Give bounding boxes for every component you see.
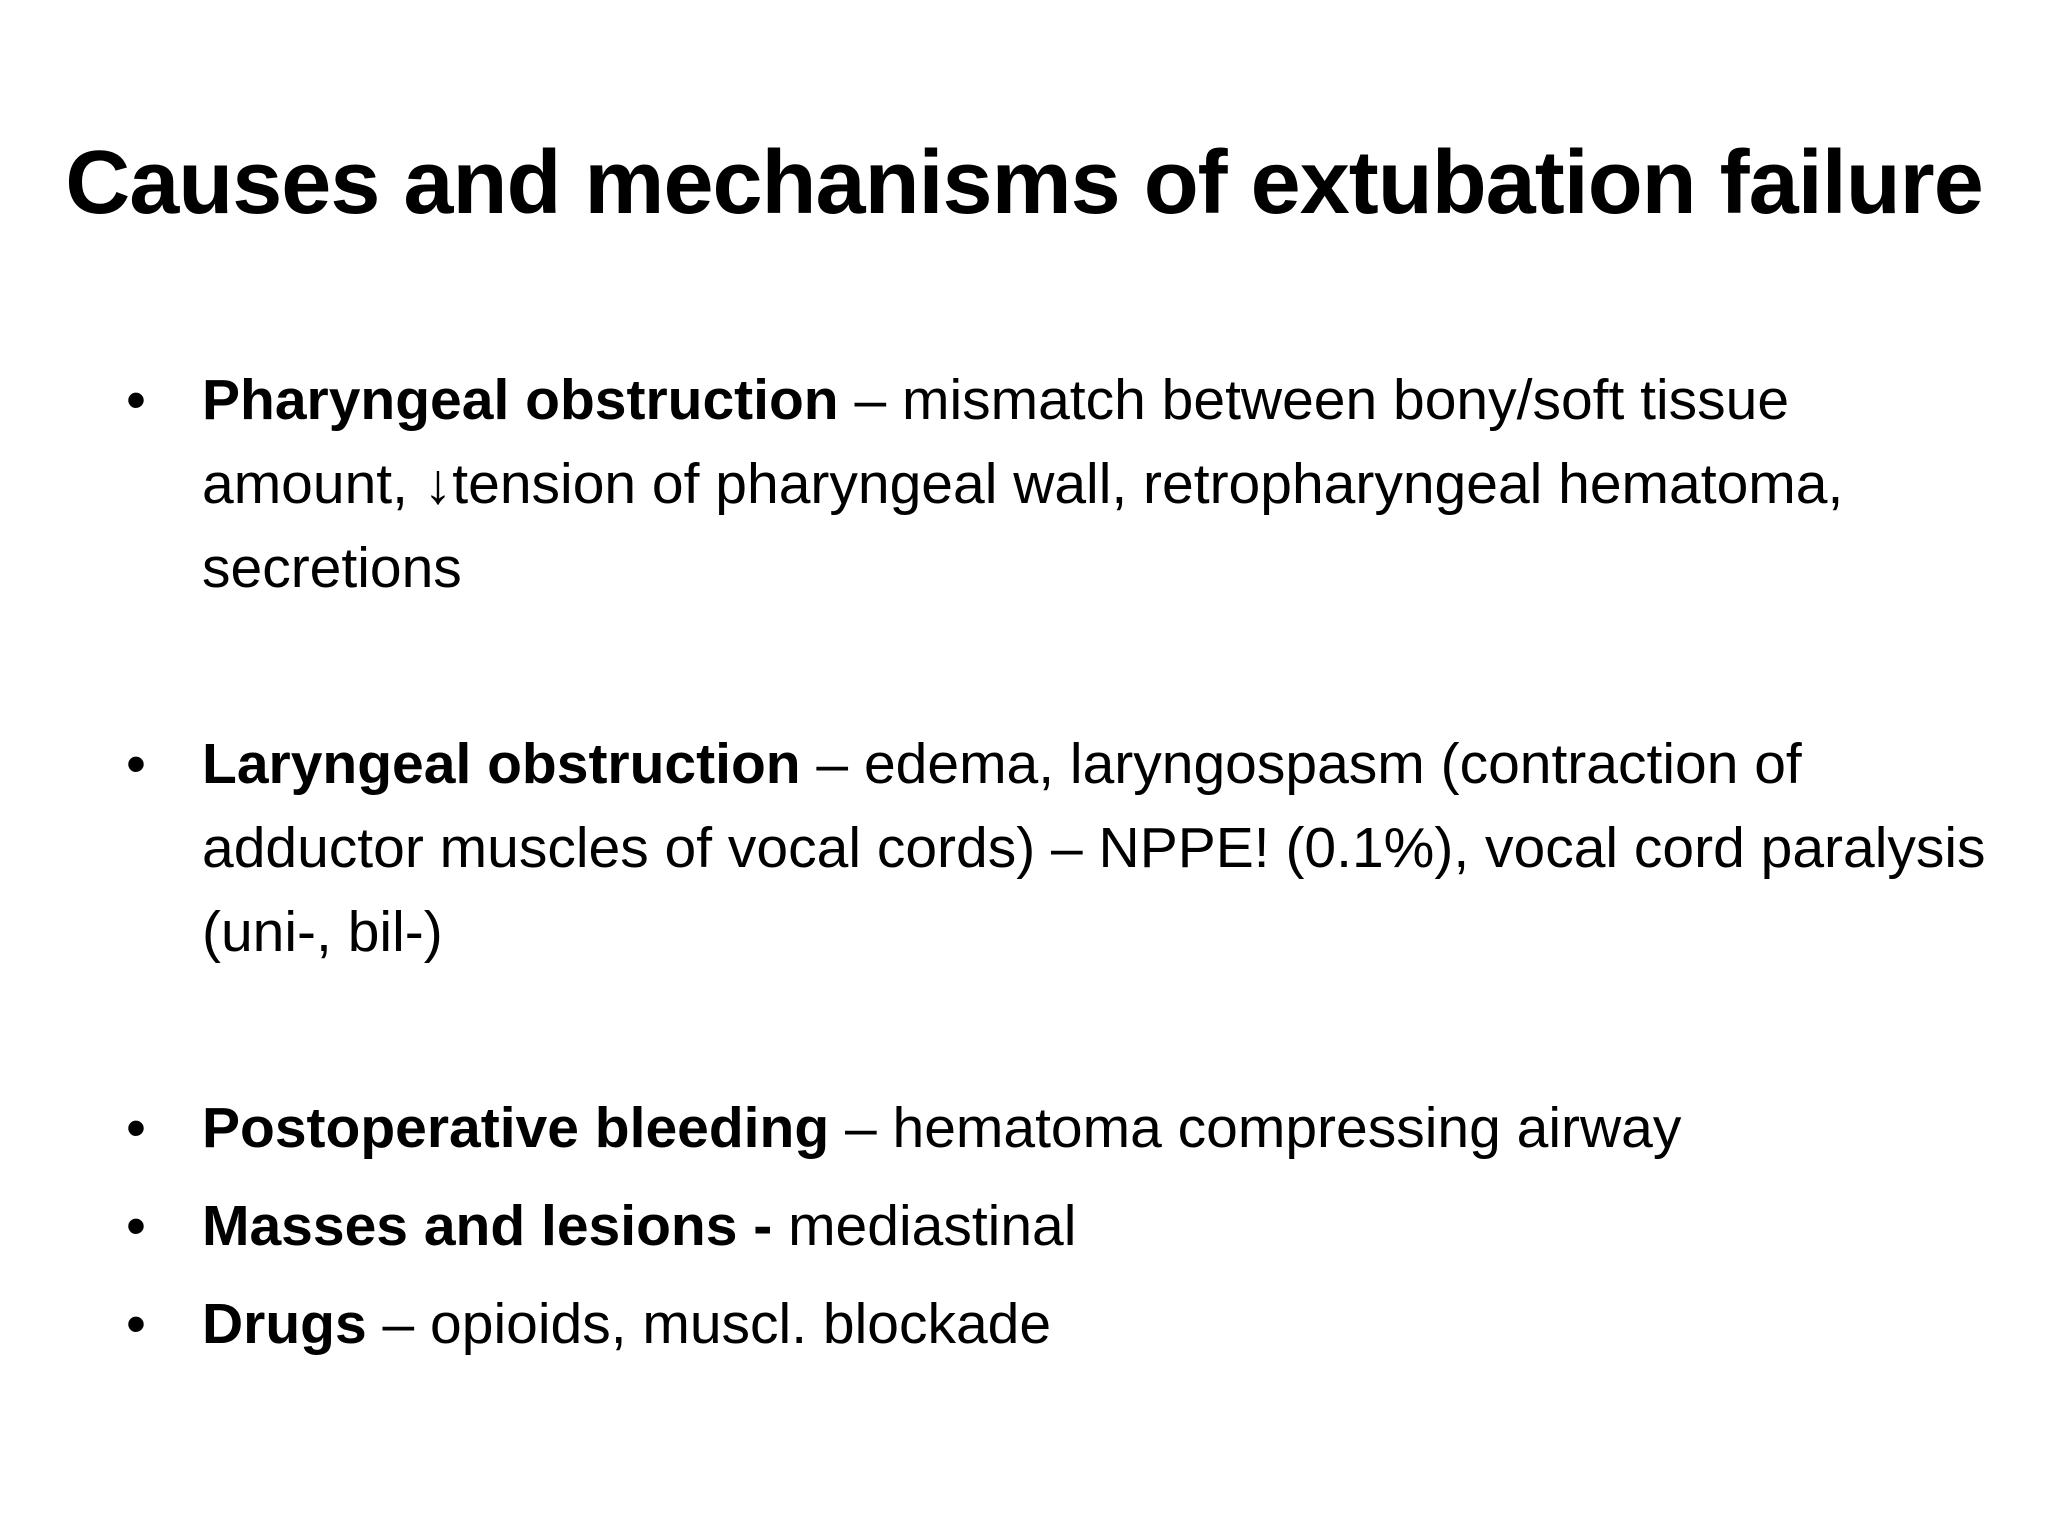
bullet-icon: • xyxy=(126,368,146,432)
bullet-term: Pharyngeal obstruction xyxy=(202,368,839,432)
bullet-icon: • xyxy=(126,732,146,796)
bullet-item-pharyngeal-obstruction xyxy=(126,358,1986,610)
bullet-icon: • xyxy=(126,1096,146,1160)
bullet-term: Masses and lesions - xyxy=(202,1194,773,1258)
bullet-item-laryngeal-obstruction xyxy=(126,722,1986,974)
slide-title: Causes and mechanisms of extubation failure xyxy=(65,133,1983,233)
bullet-list xyxy=(126,358,1986,1366)
bullet-term: Postoperative bleeding xyxy=(202,1096,830,1160)
bullet-text: – edema, laryngospasm (contraction of adductor muscles of vocal cords) – NPPE! (0.1%), vocal cord paralysis (uni-, bil-) xyxy=(202,732,1986,964)
bullet-text: mediastinal xyxy=(772,1194,1077,1258)
bullet-term: Drugs xyxy=(202,1292,367,1356)
bullet-text: – opioids, muscl. blockade xyxy=(366,1292,1052,1356)
bullet-text: – mismatch between bony/soft tissue amount, ↓tension of pharyngeal wall, retropharyngeal hematoma, secretions xyxy=(202,368,1844,600)
bullet-term: Laryngeal obstruction xyxy=(202,732,801,796)
bullet-icon: • xyxy=(126,1194,146,1258)
bullet-item-postoperative-bleeding xyxy=(126,1086,1986,1170)
bullet-item-drugs xyxy=(126,1282,1986,1366)
bullet-icon: • xyxy=(126,1292,146,1356)
bullet-text: – hematoma compressing airway xyxy=(829,1096,1682,1160)
bullet-item-masses-and-lesions xyxy=(126,1184,1986,1268)
